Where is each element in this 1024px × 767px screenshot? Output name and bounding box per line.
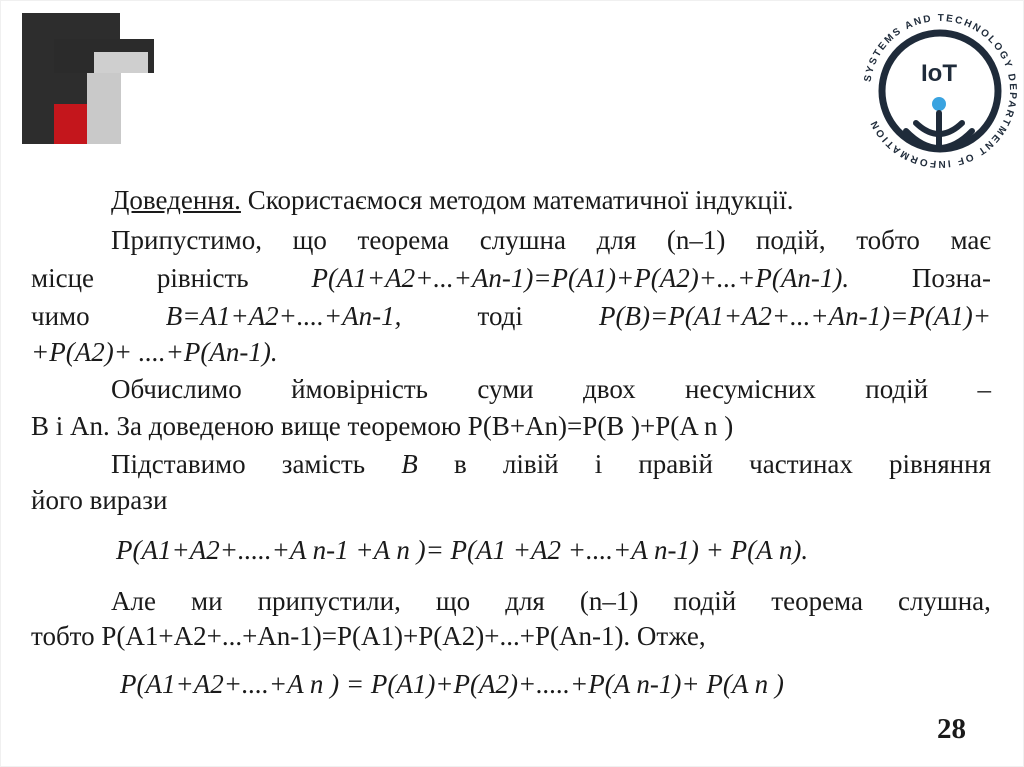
page-number: 28 xyxy=(937,713,966,745)
equation-1: P(A1+A2+.....+A n-1 +A n )= P(A1 +A2 +....+A n-1) + P(A n). xyxy=(116,535,809,565)
word: ймовірність xyxy=(291,374,428,404)
word: подій, xyxy=(755,225,826,255)
word: Підставимо xyxy=(111,449,246,479)
formula: P(A1+A2+...+An-1)=P(A1)+P(A2)+...+P(An-1). xyxy=(311,263,850,293)
proof-line-9: його вирази xyxy=(31,485,168,515)
word: – xyxy=(977,374,991,404)
proof-line-7: B і An. За доведеною вище теоремою P(B+An)=P(B )+P(A n ) xyxy=(31,411,734,441)
word: суми xyxy=(477,374,534,404)
word: Але xyxy=(111,586,156,616)
word: Обчислимо xyxy=(111,374,242,404)
word: двох xyxy=(583,374,636,404)
word: (n–1) xyxy=(666,225,726,255)
word: тобто xyxy=(856,225,920,255)
word: місце xyxy=(31,263,95,293)
seal-badge-text: IoT xyxy=(921,60,957,87)
proof-line-5: +P(A2)+ ....+P(An-1). xyxy=(31,337,278,367)
word: лівій xyxy=(502,449,559,479)
word: що xyxy=(435,586,471,616)
word: (n–1) xyxy=(579,586,639,616)
word: в xyxy=(453,449,467,479)
proof-line-11: тобто P(A1+A2+...+An-1)=P(A1)+P(A2)+...+P(An-1). Отже, xyxy=(31,621,706,651)
word: правій xyxy=(638,449,713,479)
word: слушна xyxy=(479,225,566,255)
word: і xyxy=(594,449,603,479)
proof-line-3 xyxy=(31,262,991,294)
word: Припустимо, xyxy=(111,225,262,255)
proof-line-1-text: Скористаємося методом математичної індукції. xyxy=(240,185,794,215)
word: для xyxy=(505,586,545,616)
word: ми xyxy=(191,586,223,616)
word: теорема xyxy=(771,586,863,616)
word: несумісних xyxy=(685,374,816,404)
proof-heading: Доведення. xyxy=(111,185,241,215)
proof-line-1 xyxy=(111,184,793,216)
word: теорема xyxy=(357,225,450,255)
word: для xyxy=(596,225,637,255)
word: Позна- xyxy=(911,263,991,293)
word: має xyxy=(950,225,991,255)
word: припустили, xyxy=(257,586,401,616)
word: подій xyxy=(865,374,929,404)
formula: P(B)=P(A1+A2+...+An-1)=P(A1)+ xyxy=(599,301,991,331)
proof-line-2 xyxy=(111,224,991,256)
seal-ring-text: SYSTEMS AND TECHNOLOGY DEPARTMENT OF INFORMATION xyxy=(862,12,1019,170)
word: слушна, xyxy=(897,586,991,616)
proof-line-6 xyxy=(111,373,991,405)
word: замість xyxy=(281,449,366,479)
word: рівняння xyxy=(889,449,991,479)
proof-line-8 xyxy=(111,448,991,480)
equation-2: P(A1+A2+....+A n ) = P(A1)+P(A2)+.....+P(A n-1)+ P(A n ) xyxy=(120,669,784,699)
proof-line-10 xyxy=(111,585,991,617)
formula: B=A1+A2+....+An-1, xyxy=(165,301,402,331)
word: тоді xyxy=(477,301,523,331)
word: частинах xyxy=(749,449,853,479)
proof-line-4 xyxy=(31,300,991,332)
word: подій xyxy=(673,586,737,616)
word: чимо xyxy=(31,301,90,331)
word: рівність xyxy=(156,263,249,293)
word: що xyxy=(292,225,327,255)
word: B xyxy=(401,449,418,479)
